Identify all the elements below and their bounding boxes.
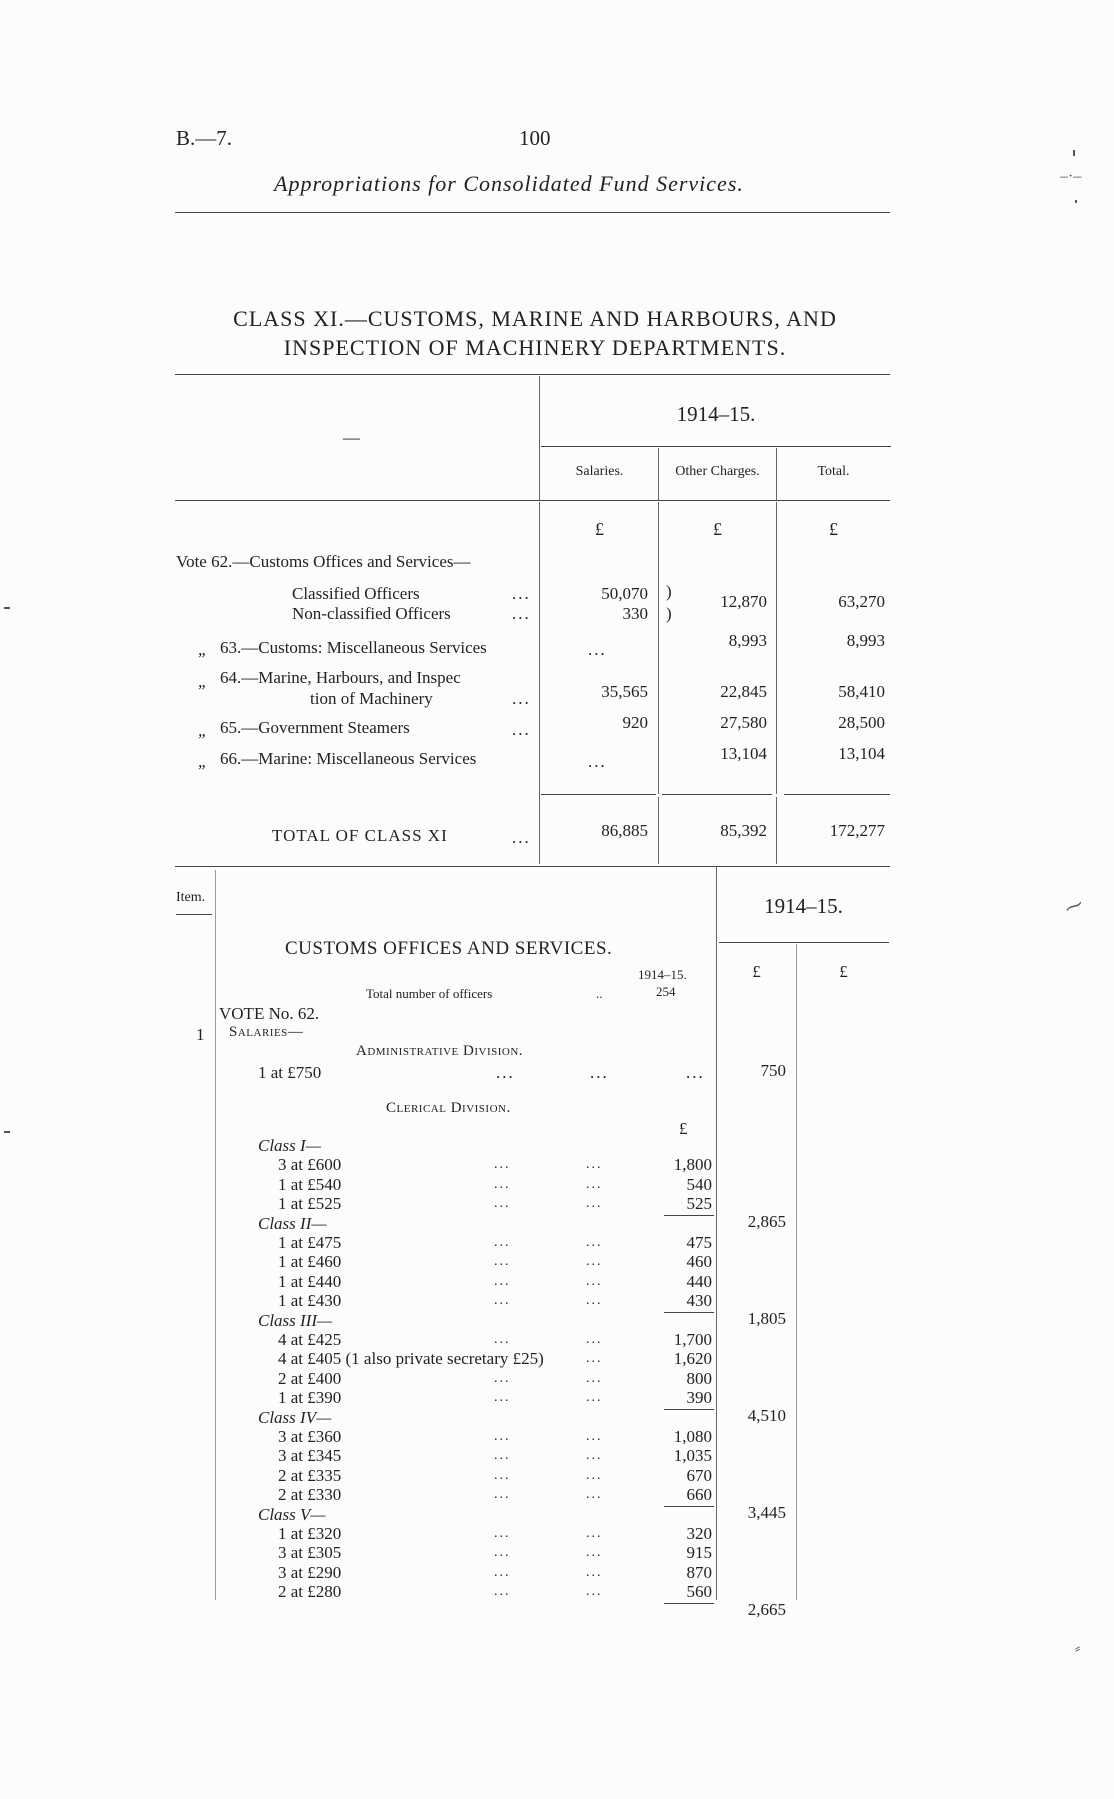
column-header-total: Total. <box>817 464 850 479</box>
class-label: Class IV— <box>258 1407 332 1427</box>
class-row-amount: 870 <box>686 1562 712 1582</box>
vote-63-total: 8,993 <box>846 631 885 650</box>
brace-icon: ) <box>666 582 672 601</box>
ditto-mark: „ <box>198 640 208 659</box>
dots: ... <box>512 604 531 623</box>
dots: ... <box>494 1332 511 1347</box>
item-header: Item. <box>176 890 206 905</box>
officers-label: Total number of officers <box>366 986 493 1001</box>
dots: ... <box>586 1254 603 1270</box>
dots: ... <box>586 1545 603 1561</box>
class-subtotal: 4,510 <box>747 1405 786 1425</box>
vote-63-label: 63.—Customs: Miscellaneous Services <box>220 638 487 657</box>
dots: ... <box>494 1564 511 1580</box>
vote-65-other: 27,580 <box>720 713 767 732</box>
officers-year: 1914–15. <box>638 967 687 982</box>
page-subtitle: Appropriations for Consolidated Fund Services. <box>274 171 744 196</box>
class-row-amount: 1,080 <box>673 1427 712 1446</box>
admin-amount: 750 <box>760 1061 786 1080</box>
ditto-mark: „ <box>198 752 208 771</box>
class-subtotal: 1,805 <box>747 1308 786 1328</box>
dots: ... <box>494 1526 511 1541</box>
dots: ... <box>586 1429 603 1444</box>
dots: ... <box>494 1254 511 1270</box>
dots: ... <box>494 1448 511 1464</box>
dots: ... <box>494 1235 511 1250</box>
report-ref: B.—7. <box>176 126 233 150</box>
total-class-label: TOTAL OF CLASS XI <box>272 826 448 845</box>
dots: ... <box>586 1564 603 1580</box>
class-title-line1: CLASS XI.—CUSTOMS, MARINE AND HARBOURS, AND <box>233 306 837 331</box>
class-row-amount: 1,700 <box>673 1330 712 1349</box>
classified-salary: 50,070 <box>601 584 648 603</box>
dots: ... <box>512 689 531 708</box>
summary-bottom-rule <box>175 866 890 867</box>
class-row-amount: 460 <box>686 1252 712 1272</box>
dots: ... <box>586 1370 603 1386</box>
dots: ... <box>590 1063 609 1082</box>
dots: ... <box>494 1273 511 1289</box>
class-subtotal-rule <box>664 1312 714 1313</box>
vote-64-total: 58,410 <box>838 682 885 701</box>
class-row-description: 3 at £600 <box>278 1155 342 1175</box>
dots: ... <box>586 1584 603 1600</box>
margin-speck <box>4 607 10 609</box>
class-label: Class III— <box>258 1310 333 1330</box>
class-row-description: 2 at £335 <box>278 1465 342 1485</box>
class-row-description: 1 at £320 <box>278 1524 342 1543</box>
class-row-description: 4 at £405 (1 also private secretary £25) <box>278 1349 544 1369</box>
dots: ... <box>494 1390 511 1406</box>
margin-mark-icon: ⸗ <box>1075 1640 1081 1657</box>
detail-currency: £ <box>752 962 761 981</box>
vote-64-label-line1: 64.—Marine, Harbours, and Inspec <box>220 668 461 687</box>
class-row-description: 3 at £305 <box>278 1543 342 1563</box>
class-label: Class II— <box>258 1213 327 1233</box>
class-row-amount: 440 <box>686 1271 712 1291</box>
dots: ... <box>586 1467 603 1483</box>
vote-number: VOTE No. 62. <box>219 1004 320 1023</box>
class-title-line2: INSPECTION OF MACHINERY DEPARTMENTS. <box>283 335 787 360</box>
class-row-amount: 1,800 <box>673 1155 712 1175</box>
summary-stub-divider <box>539 376 540 500</box>
dots: ... <box>686 1063 705 1082</box>
margin-speck <box>4 1131 10 1133</box>
dots: ... <box>496 1063 515 1082</box>
dots: ... <box>494 1157 511 1173</box>
vote-65-salaries: 920 <box>622 713 648 732</box>
class-row-description: 1 at £430 <box>278 1291 342 1311</box>
class-row-description: 1 at £460 <box>278 1252 342 1272</box>
dots: ... <box>494 1487 511 1503</box>
class-row-description: 2 at £280 <box>278 1582 342 1602</box>
ditto-mark: „ <box>198 672 208 691</box>
nonclassified-salary: 330 <box>622 604 648 623</box>
dots: ... <box>512 720 531 739</box>
class-row-amount: 540 <box>686 1174 712 1194</box>
dots: ... <box>586 1196 603 1212</box>
officers-count: 254 <box>656 984 676 999</box>
vote-62-total: 63,270 <box>838 592 885 611</box>
dots: ... <box>494 1584 511 1600</box>
vote-62-other: 12,870 <box>720 592 767 611</box>
item-column-divider <box>215 870 216 1600</box>
class-subtotal: 2,865 <box>747 1211 786 1231</box>
title-rule <box>175 374 890 375</box>
currency-total: £ <box>829 519 838 539</box>
margin-mark-icon: –·– <box>1060 168 1082 185</box>
column-header-other-charges: Other Charges. <box>675 464 760 479</box>
summary-stub-dash: — <box>343 428 360 447</box>
dots: ... <box>512 828 531 847</box>
dots: ... <box>494 1370 511 1386</box>
class-row-description: 3 at £345 <box>278 1446 342 1466</box>
vote-66-total: 13,104 <box>838 744 885 763</box>
vote-63-other: 8,993 <box>728 631 767 650</box>
summary-subtotal-rule <box>662 794 772 795</box>
dots: ... <box>588 640 607 659</box>
header-rule <box>175 212 890 213</box>
class-row-description: 4 at £425 <box>278 1330 342 1349</box>
dots: ... <box>586 1487 603 1503</box>
item-number: 1 <box>196 1025 205 1044</box>
vote-62-label: Vote 62.—Customs Offices and Services— <box>176 552 471 571</box>
class-subtotal-rule <box>664 1506 714 1507</box>
brace-icon: ) <box>666 604 672 623</box>
class-row-amount: 1,620 <box>673 1349 712 1369</box>
dots: ... <box>512 584 531 603</box>
clerical-division: Clerical Division. <box>386 1100 511 1116</box>
item-header-rule <box>176 914 212 915</box>
dots: ... <box>586 1273 603 1289</box>
class-row-description: 2 at £400 <box>278 1368 342 1388</box>
margin-speck <box>1073 150 1075 156</box>
class-subtotal: 2,665 <box>747 1599 786 1619</box>
class-row-amount: 560 <box>686 1582 712 1602</box>
dots: ... <box>586 1390 603 1406</box>
class-row-amount: 525 <box>686 1194 712 1214</box>
class-row-amount: 1,035 <box>673 1446 712 1466</box>
summary-year-rule <box>541 446 891 447</box>
dots: ... <box>494 1545 511 1561</box>
administrative-division: Administrative Division. <box>356 1043 524 1059</box>
amount-column-divider <box>796 944 797 1600</box>
dots: ... <box>586 1176 603 1192</box>
vote-65-label: 65.—Government Steamers <box>220 718 410 737</box>
dots: ... <box>586 1332 603 1347</box>
admin-line: 1 at £750 <box>258 1063 322 1082</box>
classified-officers: Classified Officers <box>292 584 420 603</box>
class-row-amount: 320 <box>686 1524 712 1543</box>
dots: ... <box>586 1157 603 1173</box>
detail-year: 1914–15. <box>764 894 843 918</box>
class-subtotal-rule <box>664 1409 714 1410</box>
vote-65-total: 28,500 <box>838 713 885 732</box>
detail-currency: £ <box>839 962 848 981</box>
total-other-charges: 85,392 <box>720 821 767 840</box>
vote-64-salaries: 35,565 <box>601 682 648 701</box>
class-row-description: 3 at £290 <box>278 1562 342 1582</box>
class-row-amount: 800 <box>686 1368 712 1388</box>
dots: ... <box>586 1293 603 1309</box>
dots: ... <box>586 1526 603 1541</box>
class-row-description: 3 at £360 <box>278 1427 342 1446</box>
page-number: 100 <box>519 126 551 150</box>
summary-year: 1914–15. <box>676 402 756 426</box>
dots: ... <box>494 1293 511 1309</box>
summary-subtotal-rule <box>784 794 890 795</box>
class-row-amount: 660 <box>686 1485 712 1505</box>
detail-year-rule <box>719 942 889 943</box>
dots: ... <box>586 1351 603 1367</box>
ditto-mark: „ <box>198 721 208 740</box>
class-row-amount: 430 <box>686 1291 712 1311</box>
dots: ... <box>494 1429 511 1444</box>
class-row-description: 1 at £475 <box>278 1233 342 1252</box>
class-row-description: 2 at £330 <box>278 1485 342 1505</box>
class-row-amount: 670 <box>686 1465 712 1485</box>
total-salaries: 86,885 <box>601 821 648 840</box>
margin-mark-icon: ⁓ <box>1061 893 1087 919</box>
total-total: 172,277 <box>829 821 885 840</box>
dots: ... <box>494 1467 511 1483</box>
dots: ... <box>586 1235 603 1250</box>
class-row-description: 1 at £440 <box>278 1271 342 1291</box>
vote-66-other: 13,104 <box>720 744 767 763</box>
class-label: Class V— <box>258 1504 326 1524</box>
class-row-description: 1 at £525 <box>278 1194 342 1214</box>
summary-stub-divider <box>539 502 540 864</box>
currency-other: £ <box>713 519 722 539</box>
dots: ... <box>586 1448 603 1464</box>
summary-header-rule <box>175 500 890 501</box>
dots: ... <box>494 1196 511 1212</box>
vote-66-label: 66.—Marine: Miscellaneous Services <box>220 749 477 768</box>
margin-speck <box>1075 200 1077 203</box>
class-row-amount: 915 <box>686 1543 712 1563</box>
class-row-description: 1 at £540 <box>278 1174 342 1194</box>
class-row-amount: 475 <box>686 1233 712 1252</box>
column-header-salaries: Salaries. <box>575 464 624 479</box>
nonclassified-officers: Non-classified Officers <box>292 604 451 623</box>
vote-64-label-line2: tion of Machinery <box>310 689 433 708</box>
class-row-description: 1 at £390 <box>278 1388 342 1408</box>
inner-currency: £ <box>679 1119 688 1138</box>
class-label: Class I— <box>258 1136 321 1155</box>
vote-64-other: 22,845 <box>720 682 767 701</box>
dots: ... <box>588 752 607 771</box>
officers-dots: .. <box>596 986 603 1001</box>
section-title: CUSTOMS OFFICES AND SERVICES. <box>285 938 613 959</box>
summary-subtotal-rule <box>541 794 656 795</box>
currency-salaries: £ <box>595 519 604 539</box>
dots: ... <box>494 1176 511 1192</box>
class-subtotal-rule <box>664 1603 714 1604</box>
salaries-label: Salaries— <box>229 1024 304 1040</box>
class-subtotal-rule <box>664 1215 714 1216</box>
class-row-amount: 390 <box>686 1388 712 1408</box>
class-subtotal: 3,445 <box>747 1502 786 1522</box>
